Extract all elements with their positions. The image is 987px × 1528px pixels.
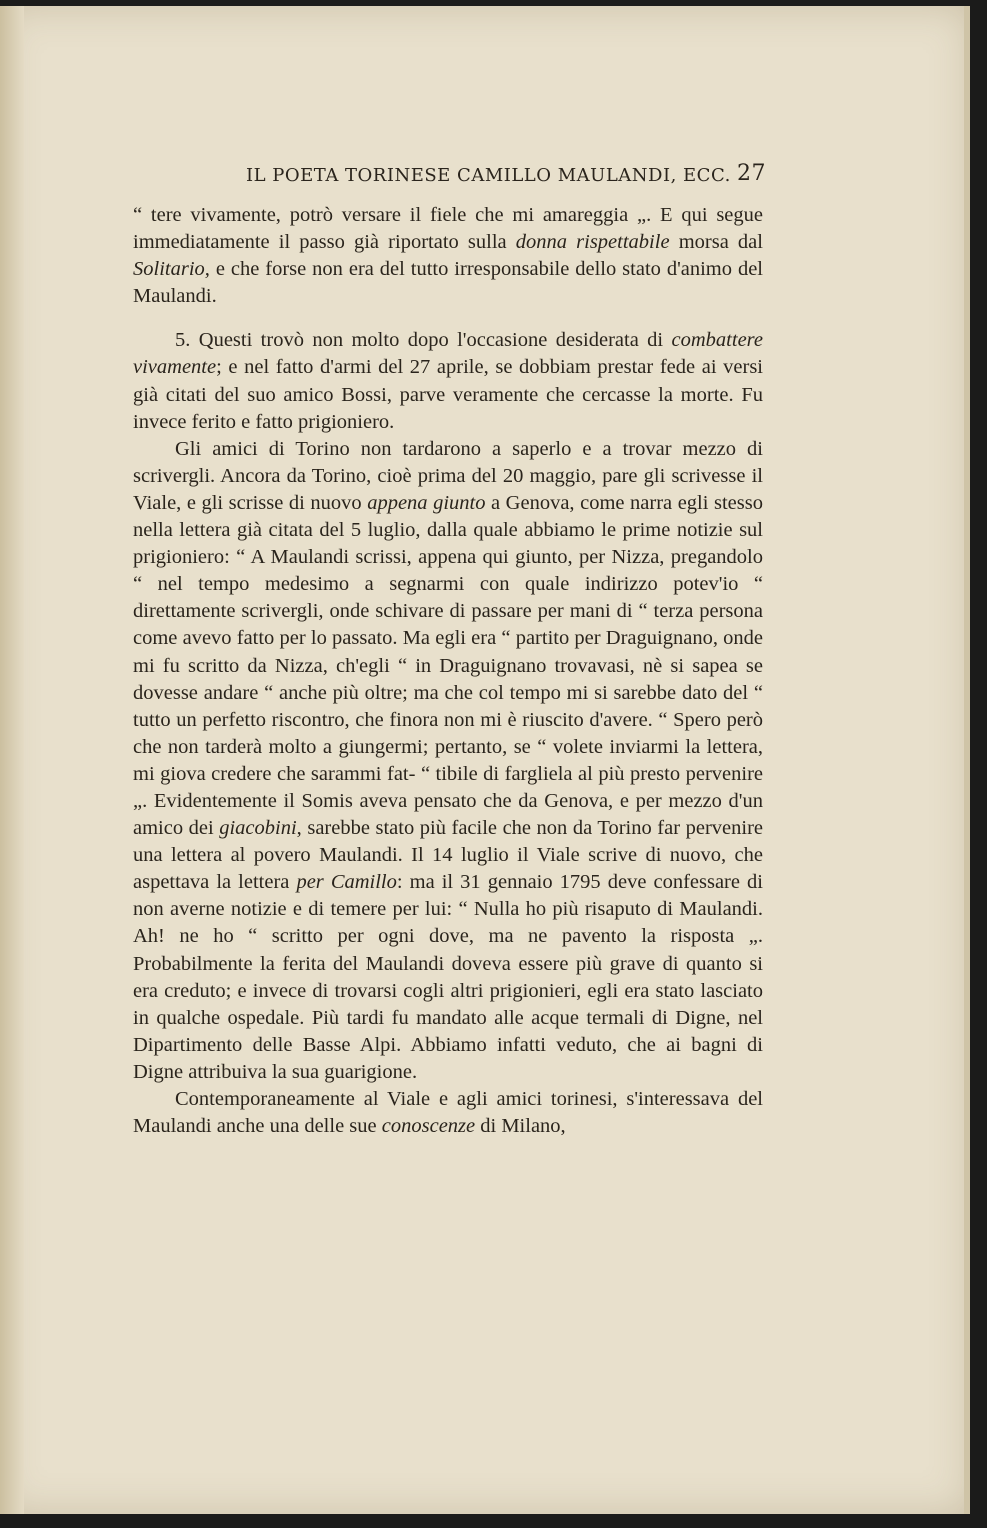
running-title: IL POETA TORINESE CAMILLO MAULANDI, ECC. — [246, 165, 731, 186]
text-run: Contemporaneamente al Viale e agli amici torinesi, s'interessava del Maulandi anche una delle sue — [133, 1088, 763, 1138]
text-run: e che forse non era del tutto irresponsabile dello stato d'animo del Maulandi. — [133, 258, 763, 308]
text-run: ; e nel fatto d'armi del 27 aprile, se dobbiam prestar fede ai versi già citati del suo amico Bossi, parve veramente che cercasse la morte. Fu invece ferito e fatto prigioniero. — [133, 356, 763, 433]
text-run: di Milano, — [475, 1115, 566, 1138]
italic-run: giacobini — [219, 817, 297, 840]
italic-run: combattere vivamente — [133, 329, 763, 379]
page-number: 27 — [737, 161, 766, 186]
paragraph — [133, 1086, 763, 1140]
running-header — [246, 163, 766, 189]
italic-run: per Camillo — [296, 871, 397, 894]
text-run: : ma il 31 gennaio 1795 deve confessare di non averne notizie e di temere per lui: “ Nulla ho più risaputo di Maulandi. Ah! ne ho “ scritto per ogni dove, ma ne pavento la risposta „. Probabilmente la ferita del Maulandi doveva essere più grave di quanto si era creduto; e invece di trovarsi cogli altri prigionieri, egli era stato lasciato in qualche ospedale. Più tardi fu mandato alle acque termali di Digne, nel Dipartimento delle Basse Alpi. Abbiamo infatti veduto, che ai bagni di Digne attribuiva la sua guarigione. — [133, 871, 763, 1083]
italic-run: Solitario, — [133, 258, 210, 281]
paragraph — [133, 327, 763, 435]
text-run: morsa dal — [669, 231, 763, 254]
text-run: “ tere vivamente, potrò versare il fiele che mi amareggia „. E qui segue immediatamente il passo già riportato sulla — [133, 204, 763, 254]
paragraph — [133, 436, 763, 1086]
text-run: Gli amici di Torino non tardarono a saperlo e a trovar mezzo di scrivergli. Ancora da Torino, cioè prima del 20 maggio, pare gli scrivesse il Viale, e gli scrisse di nuovo — [133, 437, 763, 514]
text-run: 5. Questi trovò non molto dopo l'occasione desiderata di — [175, 329, 672, 352]
text-run: a Genova, come narra egli stesso nella lettera già citata del 5 luglio, dalla quale abbiamo le prime notizie sul prigioniero: “ A Maulandi scrissi, appena qui giunto, per Nizza, pregandolo “ nel tempo medesimo a segnarmi con quale indirizzo potev'io “ direttamente scrivergli, onde schivare di passare per mani di “ terza persona come avevo fatto per lo passato. Ma egli era “ partito per Draguignano, onde mi fu scritto da Nizza, ch'egli “ in Draguignano trovavasi, nè si sapea se dovesse andare “ anche più oltre; ma che col tempo mi si sarebbe dato del “ tutto un perfetto riscontro, che finora non mi è riuscito d'avere. “ Spero però che non tarderà molto a giungermi; pertanto, se “ volete inviarmi la lettera, mi giova credere che sarammi fat- “ tibile di fargliela al più presto pervenire „. Evidentemente il Somis aveva pensato che da Genova, e per mezzo d'un amico dei — [133, 491, 763, 840]
page-edge — [964, 6, 970, 1514]
text-run: , sarebbe stato più facile che non da Torino far pervenire una lettera al povero Maulandi. Il 14 luglio il Viale scrive di nuovo, che aspettava la lettera — [133, 817, 763, 894]
paragraph — [133, 202, 763, 310]
body-text — [133, 202, 763, 1140]
page-gutter — [0, 6, 24, 1514]
italic-run: appena giunto — [367, 491, 486, 514]
italic-run: donna rispettabile — [515, 231, 670, 254]
book-page — [0, 6, 970, 1514]
italic-run: conoscenze — [381, 1115, 476, 1138]
